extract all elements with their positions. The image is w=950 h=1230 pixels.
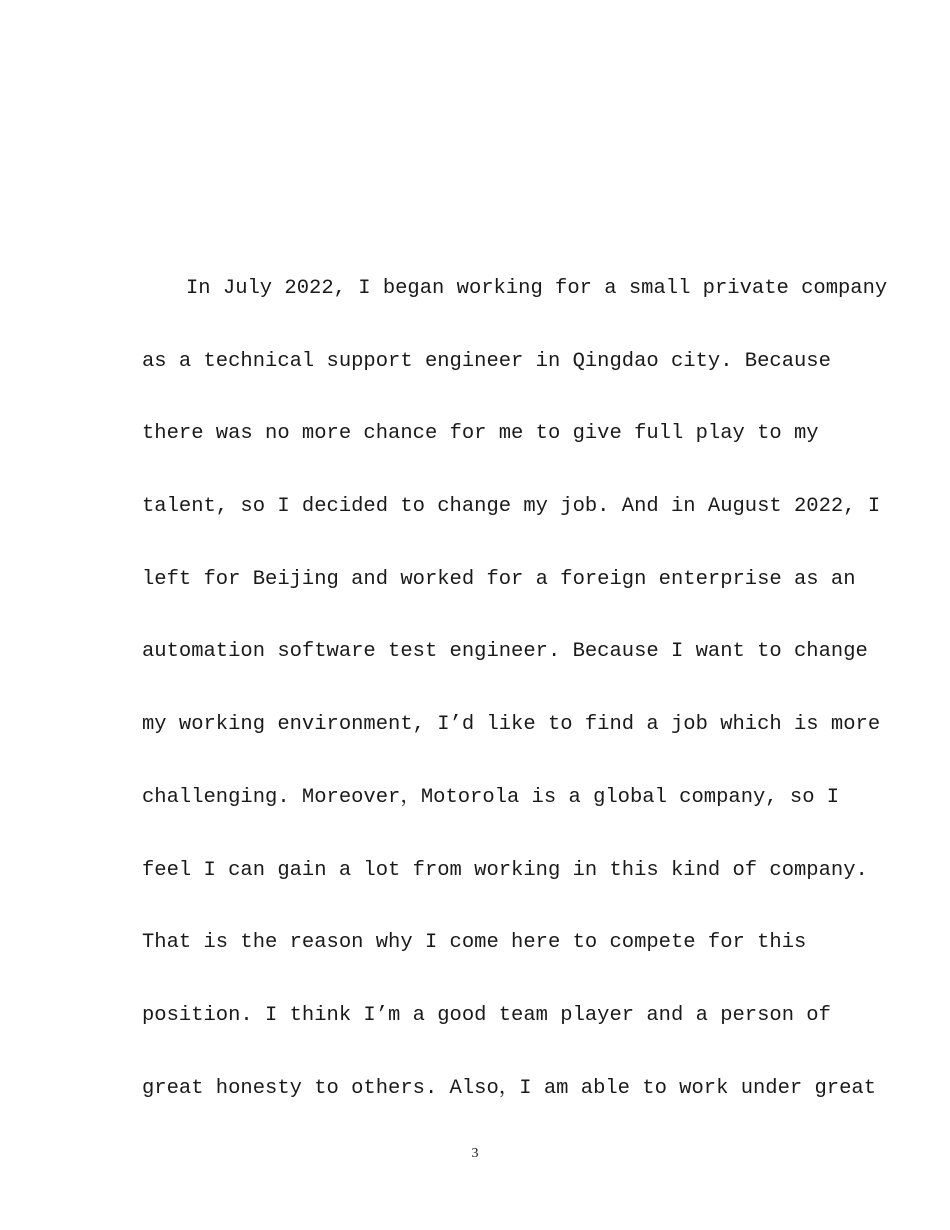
page-number: 3 [471, 1146, 479, 1161]
paragraph-line-4: talent, so I decided to change my job. And in August 2022, I [142, 495, 881, 519]
paragraph-line-8: challenging. Moreover，Motorola is a global company, so I [142, 785, 840, 809]
paragraph-line-11: position. I think I’m a good team player and a person of [142, 1003, 831, 1027]
body-paragraph [142, 270, 888, 1142]
paragraph-line-5: left for Beijing and worked for a foreign enterprise as an [142, 567, 856, 591]
paragraph-line-9: feel I can gain a lot from working in this kind of company. [142, 858, 868, 882]
paragraph-line-12: great honesty to others. Also，I am able to work under great [142, 1076, 877, 1100]
paragraph-line-1: In July 2022, I began working for a small private company [186, 277, 888, 300]
paragraph-line-7: my working environment, I’d like to find a job which is more [142, 713, 881, 737]
paragraph-line-3: there was no more chance for me to give full play to my [142, 422, 819, 446]
paragraph-line-6: automation software test engineer. Because I want to change [142, 640, 868, 664]
paragraph-line-2: as a technical support engineer in Qingdao city. Because [142, 349, 831, 373]
paragraph-line-10: That is the reason why I come here to compete for this [142, 931, 807, 955]
